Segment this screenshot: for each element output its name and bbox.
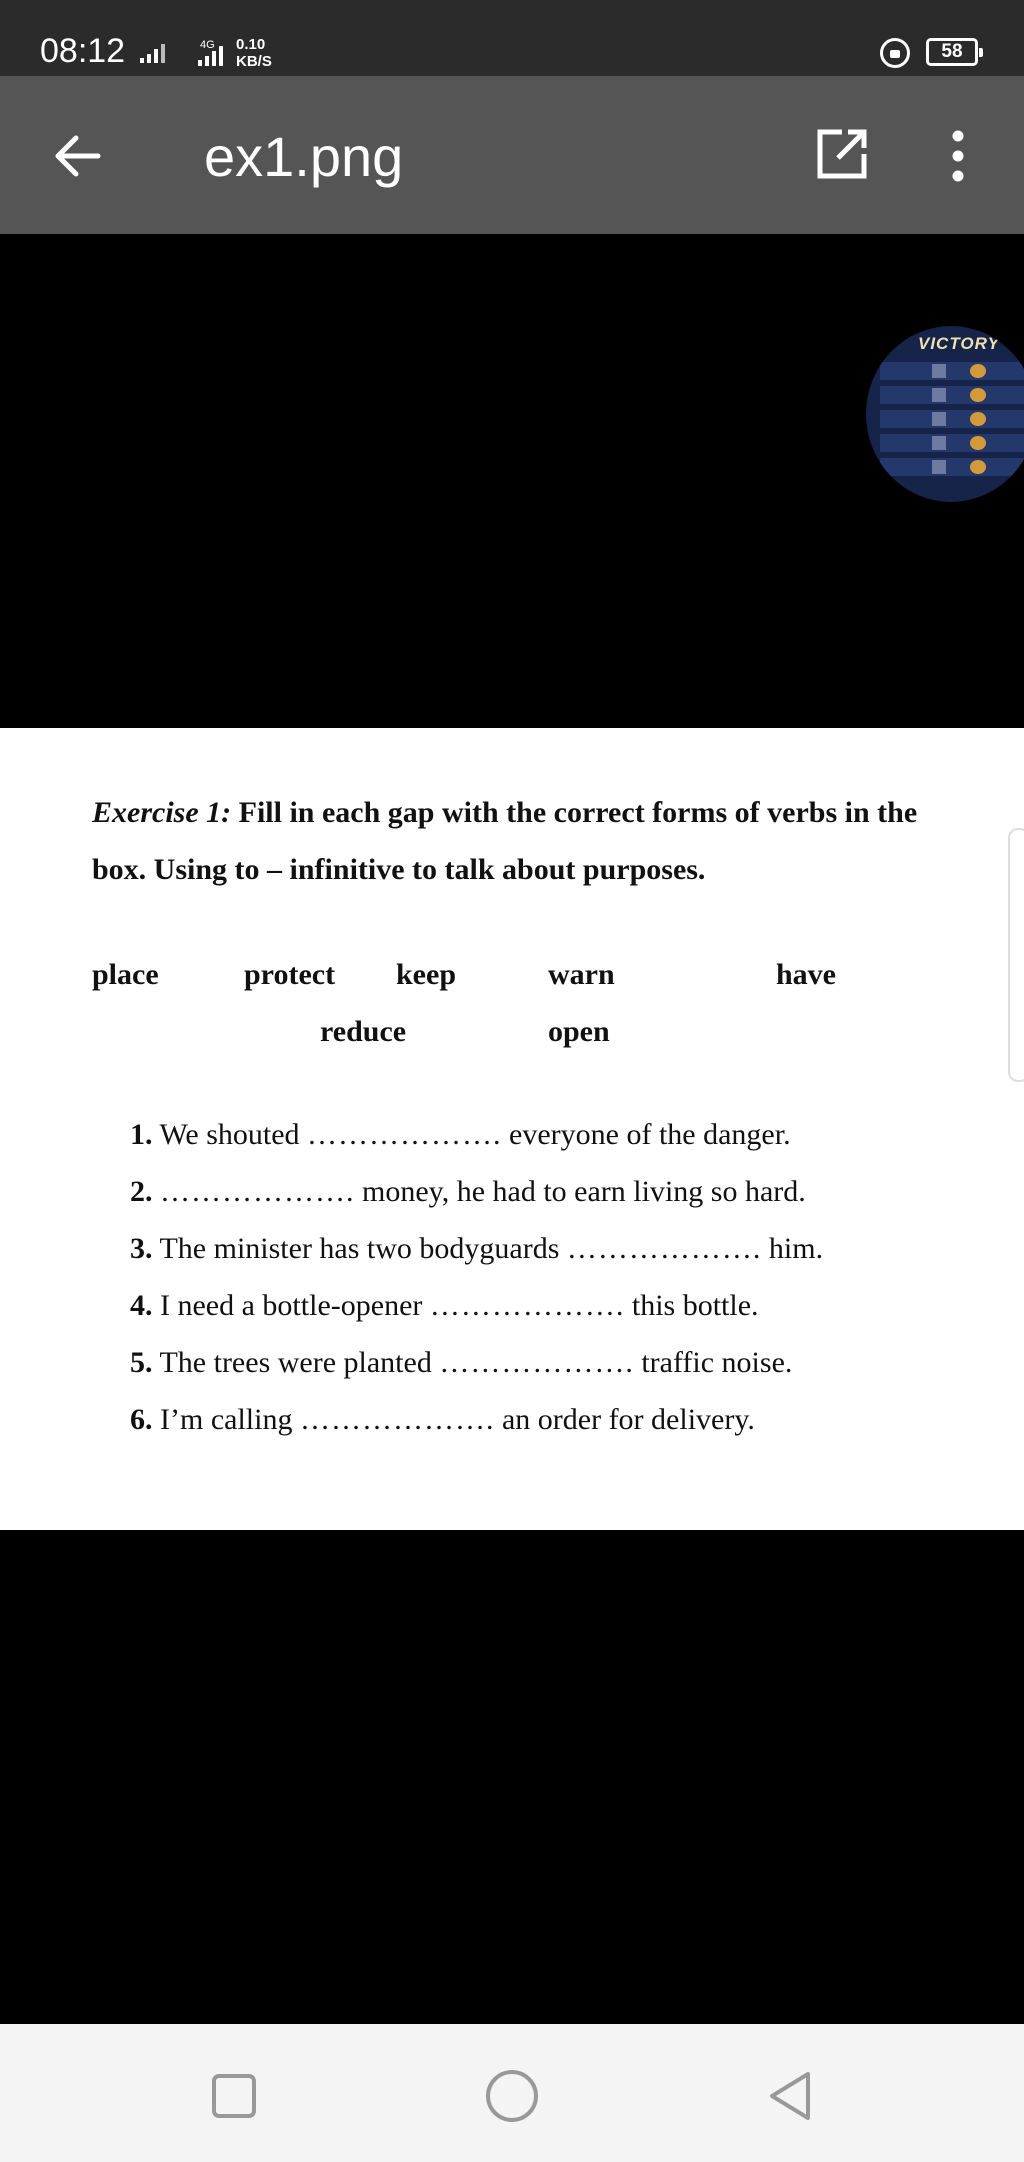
word-box-item: place bbox=[92, 958, 159, 991]
answer-gap: ………………. bbox=[566, 1232, 762, 1265]
exercise-heading bbox=[92, 784, 972, 898]
bubble-row bbox=[880, 458, 1024, 476]
answer-gap: ………………. bbox=[299, 1403, 495, 1436]
question-text-before: I need a bottle-opener bbox=[160, 1289, 430, 1322]
answer-gap: ………………. bbox=[307, 1118, 502, 1151]
bubble-title: VICTORY bbox=[918, 334, 1000, 353]
back-triangle-icon[interactable] bbox=[762, 2068, 818, 2124]
question-text-before: We shouted bbox=[159, 1118, 308, 1151]
bubble-row bbox=[880, 434, 1024, 452]
question-item bbox=[130, 1289, 759, 1323]
signal-strength-icon bbox=[140, 42, 170, 64]
answer-gap: ………………. bbox=[439, 1346, 634, 1379]
network-type-label: 4G bbox=[200, 39, 215, 51]
word-box-item: protect bbox=[244, 958, 336, 991]
question-item bbox=[130, 1403, 755, 1437]
word-box-item: open bbox=[548, 1015, 610, 1048]
word-box-item: reduce bbox=[320, 1015, 407, 1048]
question-number: 3. bbox=[130, 1232, 153, 1265]
app-bar bbox=[0, 76, 1024, 234]
rotation-lock-icon bbox=[880, 38, 910, 68]
question-number: 2. bbox=[130, 1175, 153, 1208]
question-item bbox=[130, 1118, 791, 1152]
question-item bbox=[130, 1346, 792, 1380]
document-image bbox=[0, 728, 1024, 1530]
more-vertical-icon[interactable] bbox=[944, 126, 972, 186]
bubble-row bbox=[880, 386, 1024, 404]
question-item bbox=[130, 1175, 806, 1209]
question-text-before: The minister has two bodyguards bbox=[159, 1232, 567, 1265]
network-speed bbox=[236, 36, 272, 70]
bubble-row bbox=[880, 362, 1024, 380]
battery-indicator: 58 bbox=[926, 38, 978, 66]
open-external-icon[interactable] bbox=[812, 124, 872, 184]
network-speed-unit: KB/S bbox=[236, 53, 272, 70]
question-text-after: everyone of the danger. bbox=[501, 1118, 791, 1151]
question-number: 6. bbox=[130, 1403, 153, 1436]
floating-game-bubble[interactable] bbox=[866, 326, 1024, 502]
page-edge-handle bbox=[1008, 828, 1024, 1082]
question-text-after: traffic noise. bbox=[633, 1346, 793, 1379]
answer-gap: ………………. bbox=[160, 1175, 355, 1208]
mobile-data-icon bbox=[196, 38, 230, 68]
word-box-item: have bbox=[776, 958, 836, 991]
question-text-after: him. bbox=[761, 1232, 824, 1265]
question-number: 5. bbox=[130, 1346, 153, 1379]
recents-square-icon[interactable] bbox=[206, 2068, 262, 2124]
question-text-before: The trees were planted bbox=[159, 1346, 440, 1379]
word-box-item: warn bbox=[548, 958, 615, 991]
exercise-instructions: Fill in each gap with the correct forms of verbs in the box. Using to – infinitive to talk about purposes. bbox=[92, 796, 918, 886]
question-number: 4. bbox=[130, 1289, 153, 1322]
question-text-before: I’m calling bbox=[160, 1403, 300, 1436]
arrow-left-icon[interactable] bbox=[50, 128, 106, 184]
question-text-after: this bottle. bbox=[624, 1289, 759, 1322]
file-title: ex1.png bbox=[204, 125, 404, 188]
status-time: 08:12 bbox=[40, 32, 126, 70]
question-number: 1. bbox=[130, 1118, 153, 1151]
answer-gap: ………………. bbox=[429, 1289, 625, 1322]
system-nav-bar bbox=[0, 2024, 1024, 2162]
network-speed-value: 0.10 bbox=[236, 36, 266, 53]
question-text-after: money, he had to earn living so hard. bbox=[354, 1175, 806, 1208]
bubble-row bbox=[880, 410, 1024, 428]
question-text-after: an order for delivery. bbox=[494, 1403, 755, 1436]
status-bar bbox=[0, 0, 1024, 76]
exercise-label: Exercise 1: bbox=[92, 796, 232, 829]
word-box-item: keep bbox=[396, 958, 456, 991]
home-circle-icon[interactable] bbox=[484, 2068, 540, 2124]
question-item bbox=[130, 1232, 823, 1266]
